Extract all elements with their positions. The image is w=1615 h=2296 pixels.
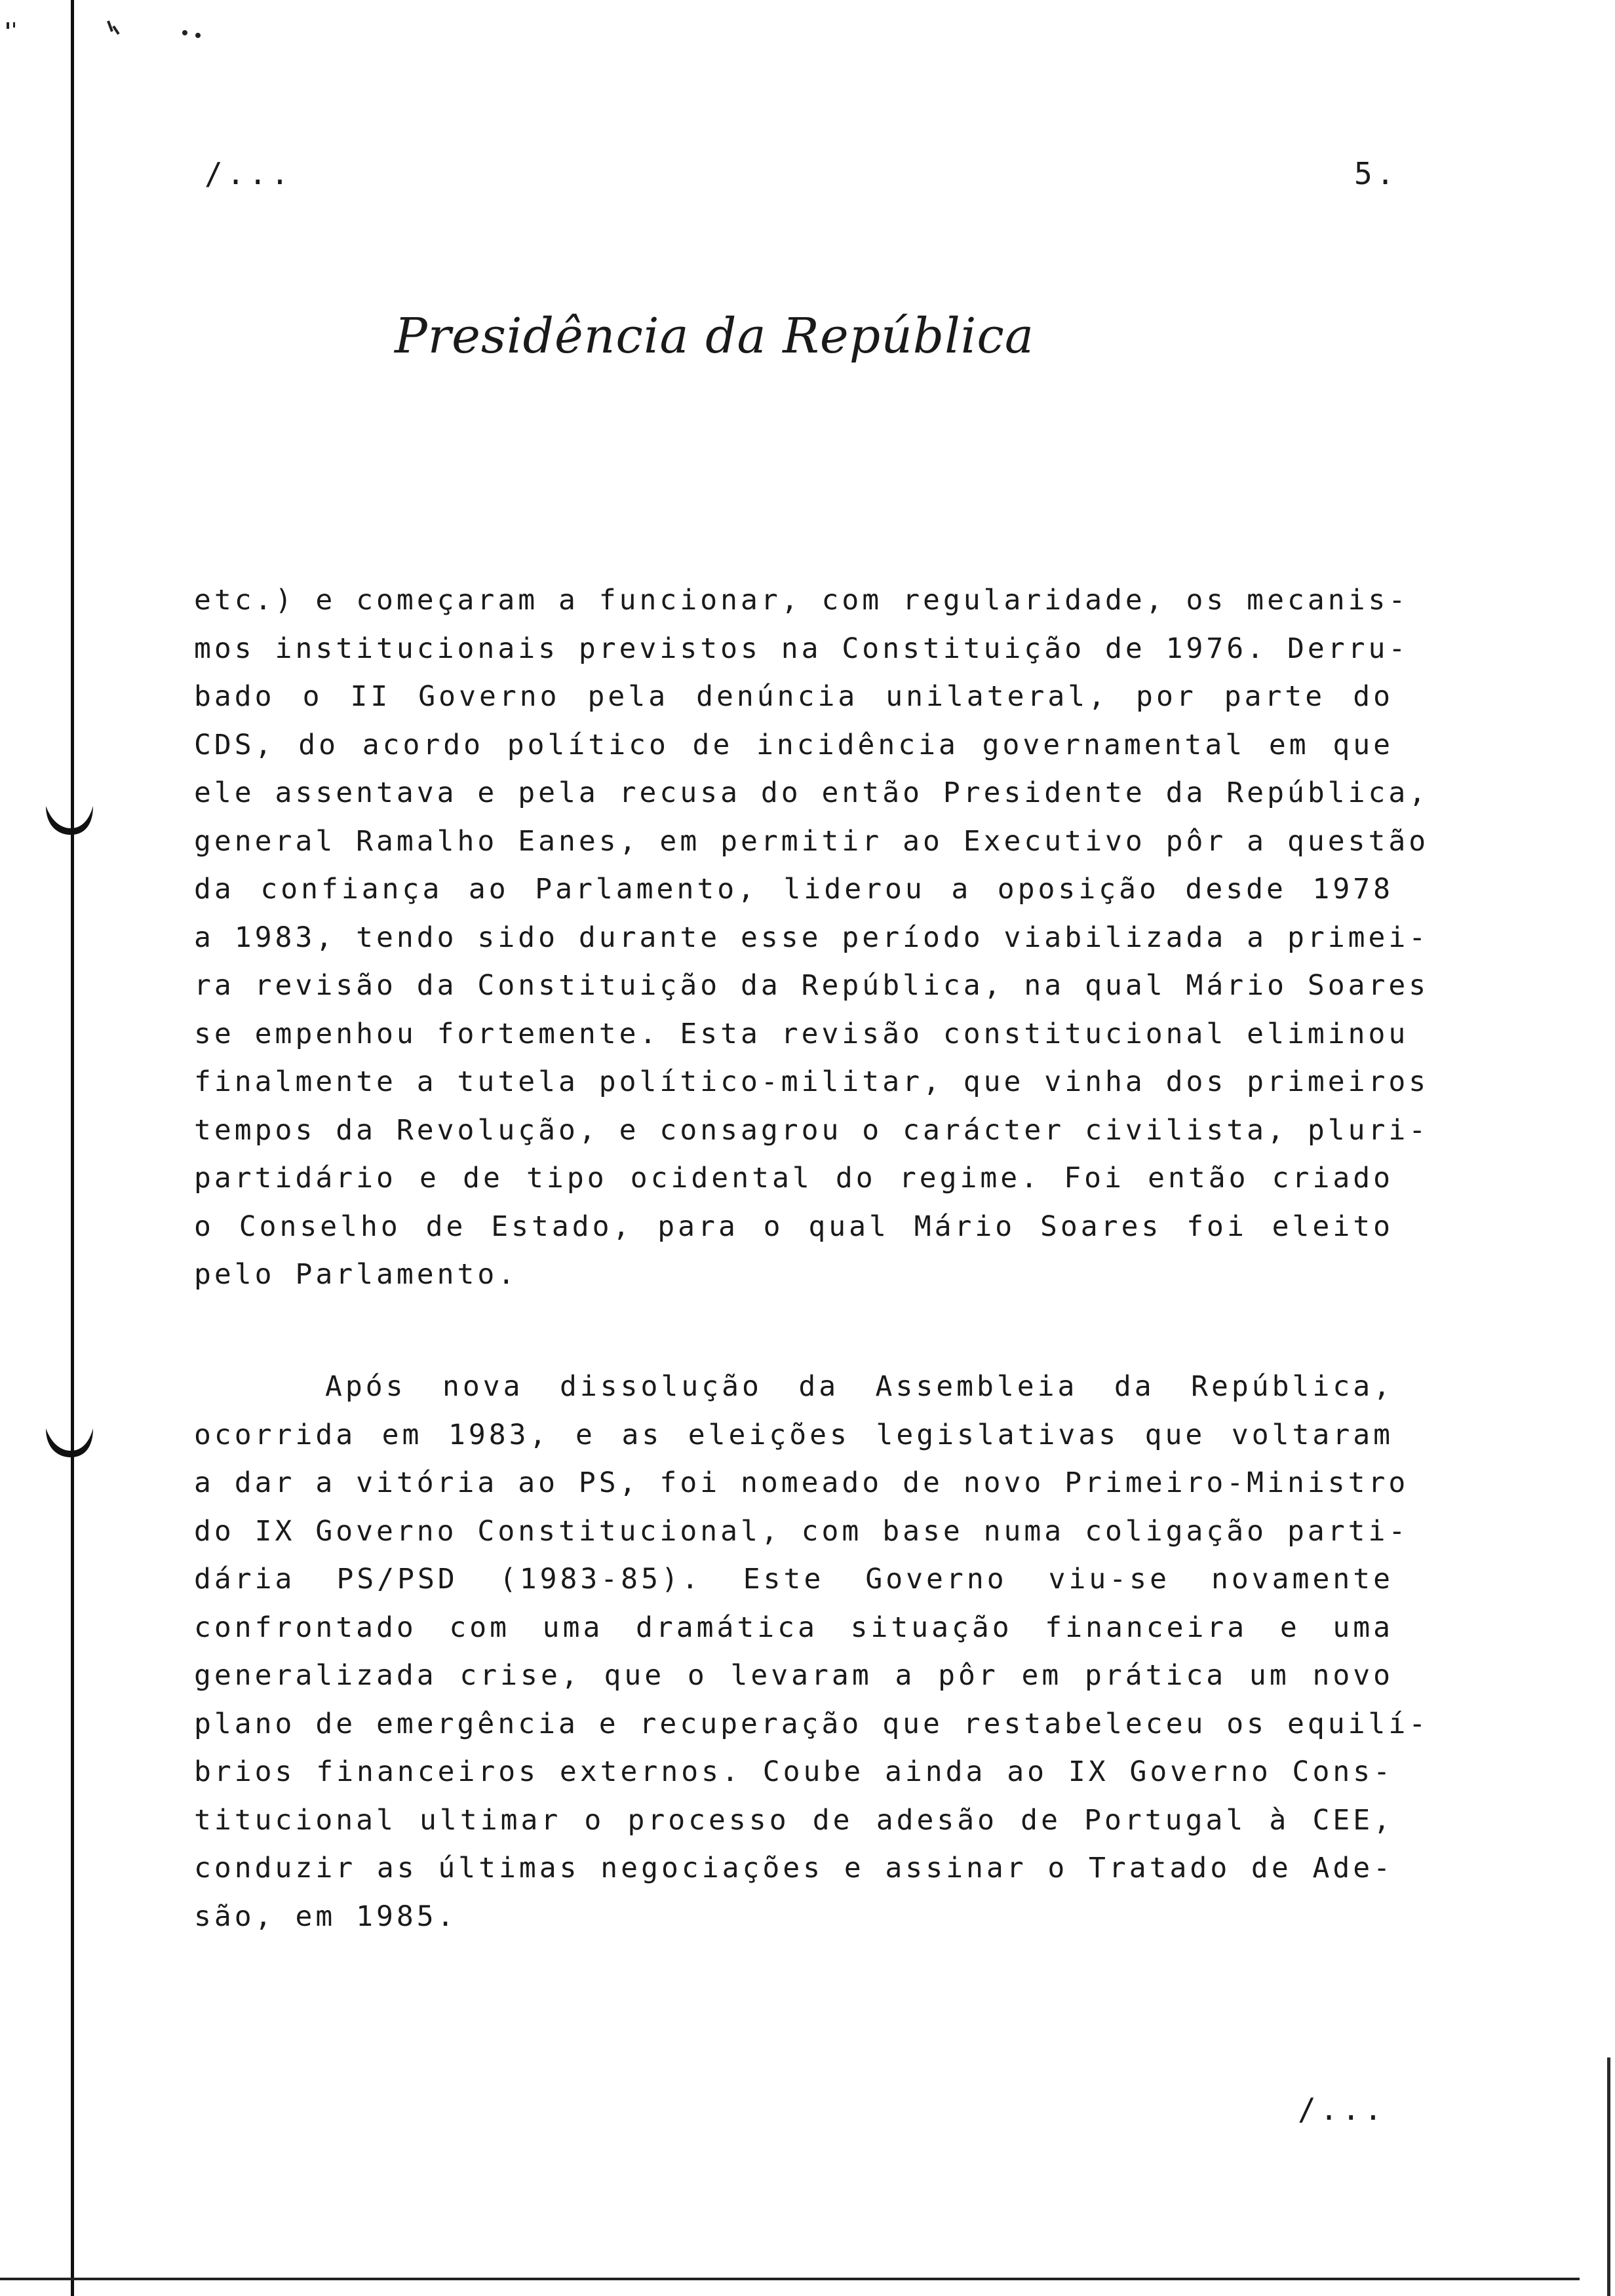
paragraph-1 <box>194 577 1430 1299</box>
text-line: general Ramalho Eanes, em permitir ao Executivo pôr a questão <box>194 824 1430 858</box>
text-line: mos institucionais previstos na Constituição de 1976. Derru- <box>194 632 1409 665</box>
text-line: plano de emergência e recuperação que restabeleceu os equilí- <box>194 1707 1430 1740</box>
punch-hole-mark-bottom <box>43 1425 96 1460</box>
text-line: generalizada crise, que o levaram a pôr em prática um novo <box>194 1659 1393 1692</box>
text-line: dária PS/PSD (1983-85). Este Governo viu-se novamente <box>194 1563 1393 1596</box>
text-line: conduzir as últimas negociações e assinar o Tratado de Ade- <box>194 1852 1393 1885</box>
left-margin-rule <box>71 0 74 2296</box>
text-line: ocorrida em 1983, e as eleições legislativas que voltaram <box>194 1418 1393 1451</box>
text-line: o Conselho de Estado, para o qual Mário Soares foi eleito <box>194 1210 1393 1243</box>
paragraph-2 <box>194 1363 1430 1941</box>
text-line: ele assentava e pela recusa do então Presidente da República, <box>194 776 1430 809</box>
text-line: se empenhou fortemente. Esta revisão constitucional eliminou <box>194 1017 1409 1050</box>
text-line: bado o II Governo pela denúncia unilateral, por parte do <box>194 680 1393 713</box>
text-line: titucional ultimar o processo de adesão de Portugal à CEE, <box>194 1803 1393 1837</box>
text-line: do IX Governo Constitucional, com base numa coligação parti- <box>194 1514 1409 1548</box>
text-line: da confiança ao Parlamento, liderou a oposição desde 1978 <box>194 873 1393 906</box>
page-number: 5. <box>1354 156 1399 191</box>
letterhead-title: Presidência da República <box>395 308 1034 364</box>
text-line: CDS, do acordo político de incidência governamental em que <box>194 728 1393 761</box>
text-line: são, em 1985. <box>194 1900 457 1933</box>
text-line: a 1983, tendo sido durante esse período viabilizada a primei- <box>194 921 1430 954</box>
text-line: etc.) e começaram a funcionar, com regularidade, os mecanis- <box>194 584 1409 617</box>
text-line: tempos da Revolução, e consagrou o carácter civilista, pluri- <box>194 1113 1430 1147</box>
scan-specks <box>0 0 236 52</box>
footer-continuation-mark: /... <box>1298 2092 1386 2127</box>
right-edge-shadow <box>1607 2057 1610 2296</box>
header-continuation-mark: /... <box>204 156 293 191</box>
text-line: partidário e de tipo ocidental do regime. Foi então criado <box>194 1162 1393 1195</box>
bottom-edge-rule <box>0 2278 1580 2280</box>
text-line: pelo Parlamento. <box>194 1258 518 1291</box>
text-line: brios financeiros externos. Coube ainda ao IX Governo Cons- <box>194 1755 1393 1788</box>
punch-hole-mark-top <box>43 802 96 837</box>
text-line: confrontado com uma dramática situação financeira e uma <box>194 1611 1393 1644</box>
text-line: finalmente a tutela político-militar, que vinha dos primeiros <box>194 1065 1430 1098</box>
text-line: ra revisão da Constituição da República, na qual Mário Soares <box>194 969 1430 1002</box>
text-line: a dar a vitória ao PS, foi nomeado de novo Primeiro-Ministro <box>194 1466 1409 1499</box>
text-line: Após nova dissolução da Assembleia da República, <box>325 1370 1393 1403</box>
